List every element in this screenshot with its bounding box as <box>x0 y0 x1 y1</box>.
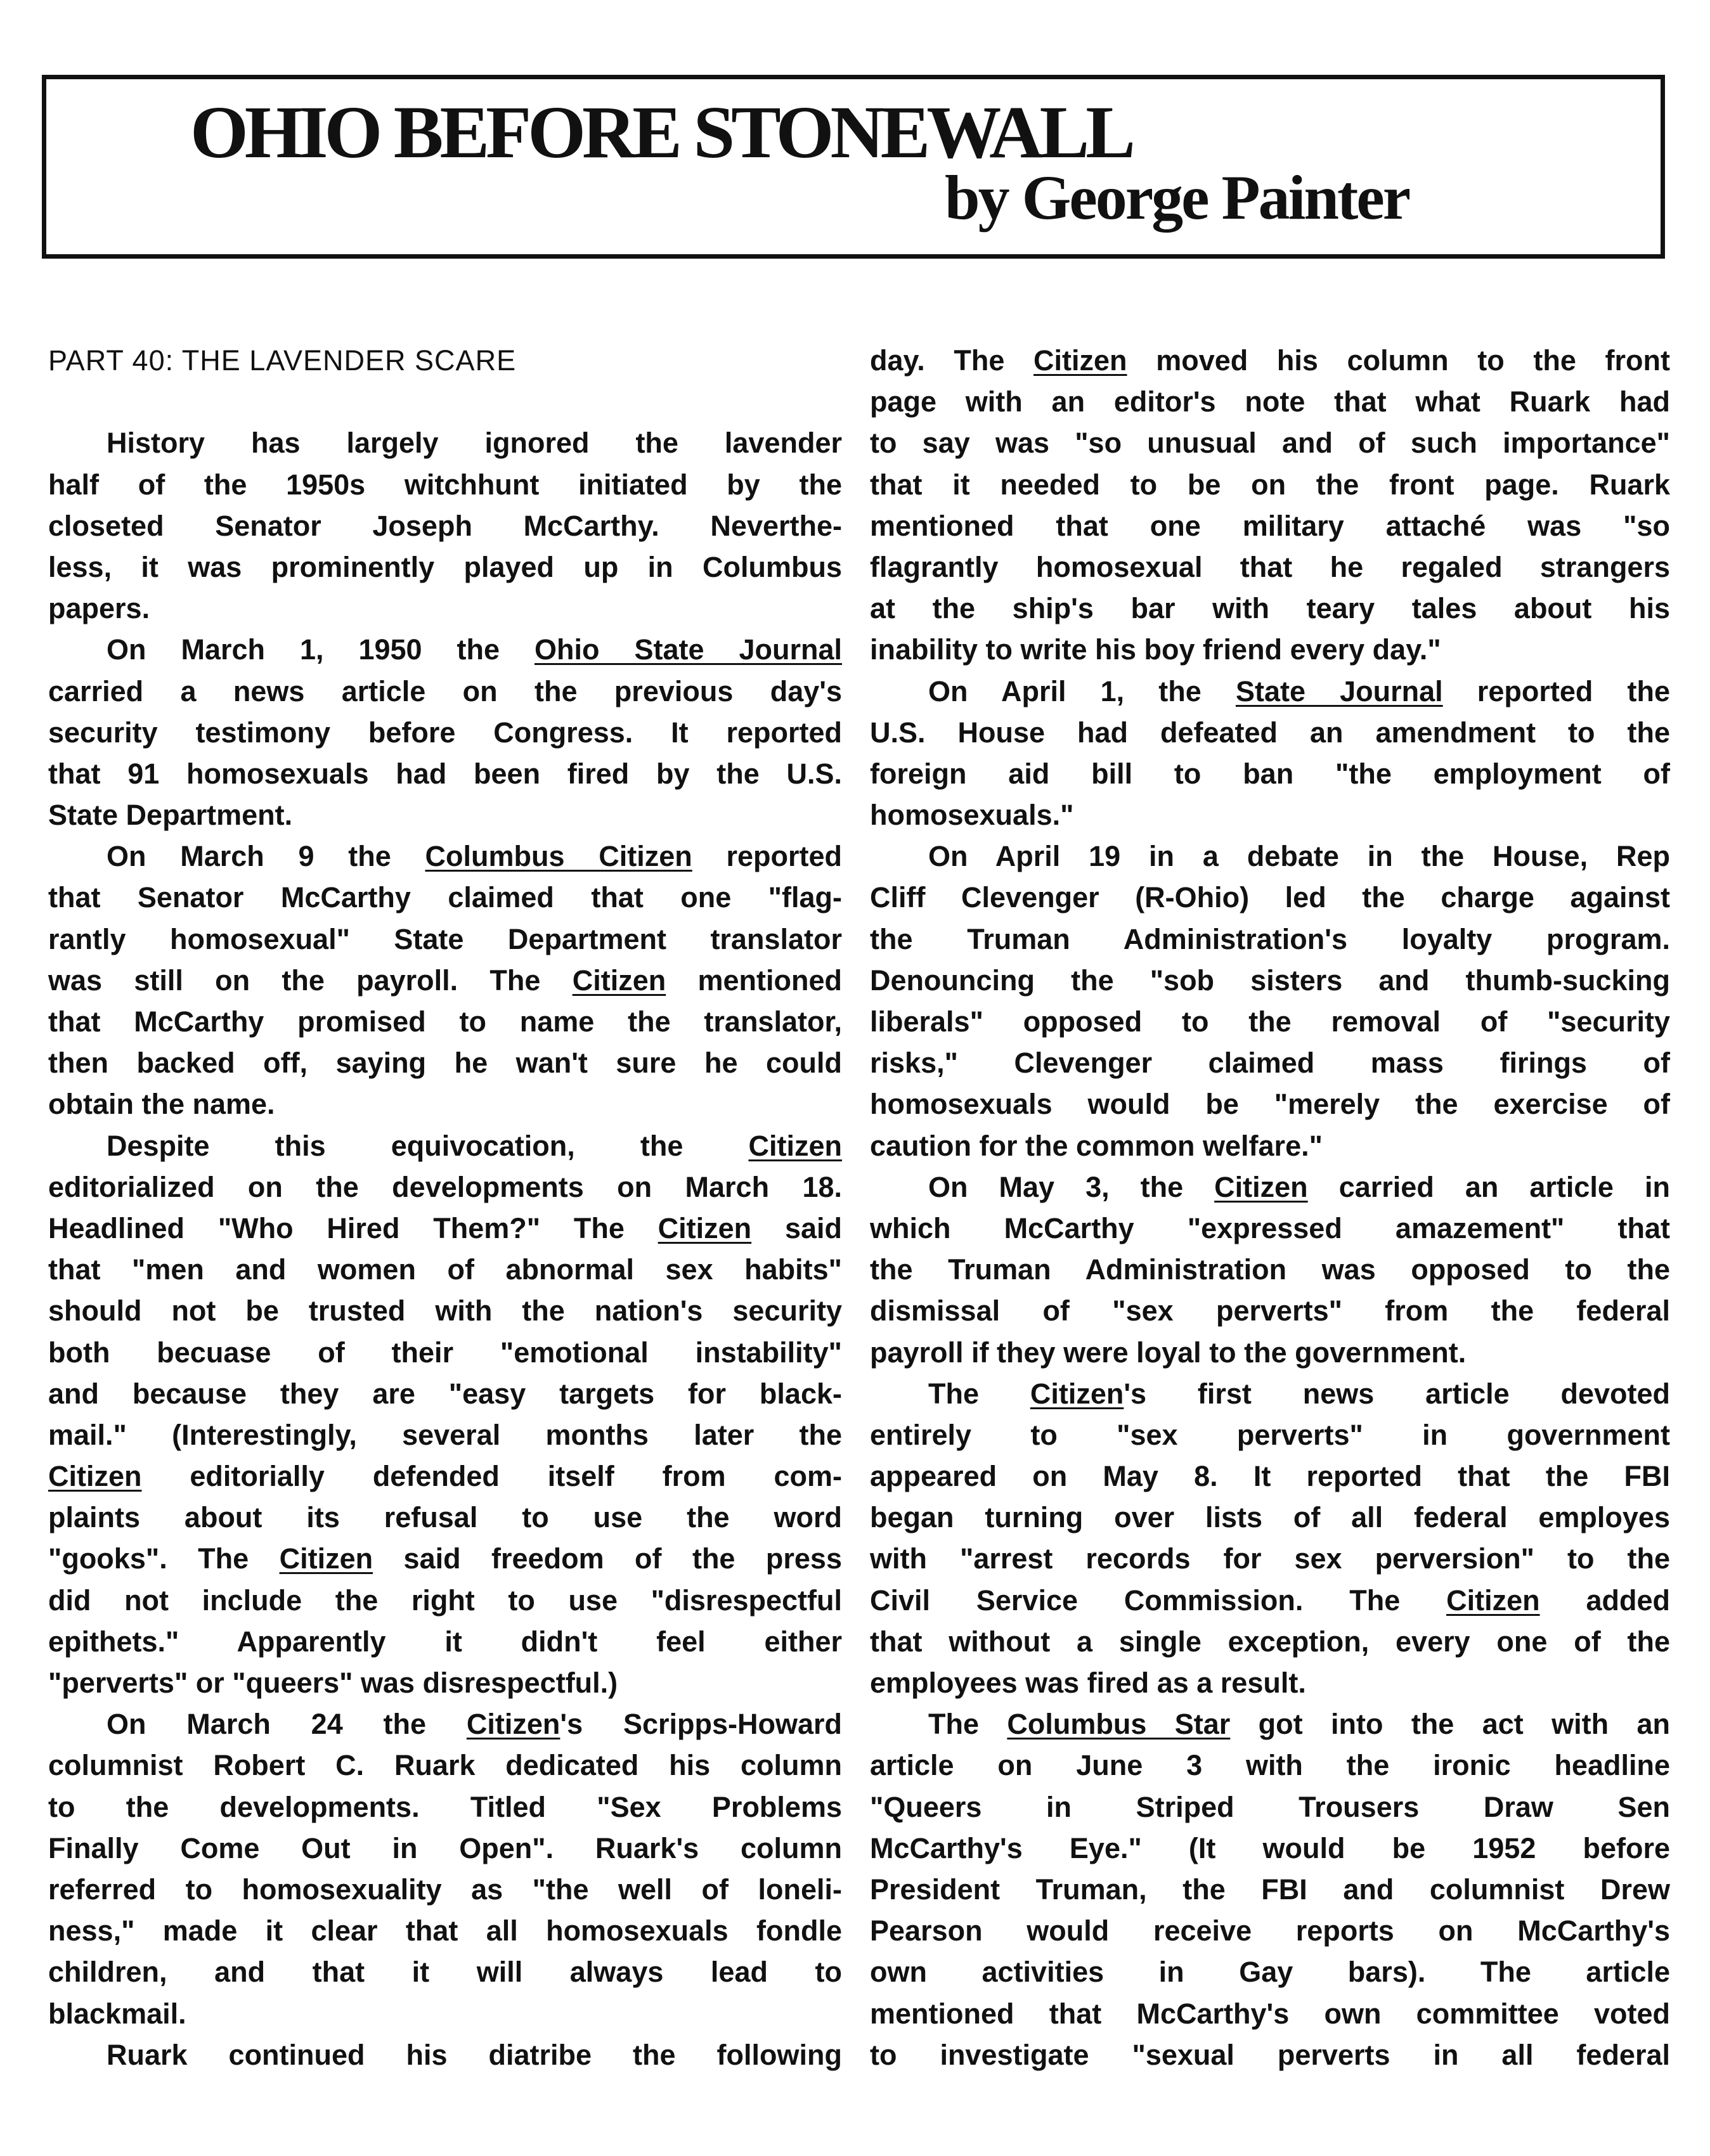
text-line <box>870 1993 1670 2034</box>
text-line <box>48 1621 842 1662</box>
part-heading: PART 40: THE LAVENDER SCARE <box>48 344 517 377</box>
text-line <box>870 546 1670 588</box>
text-segment: obtain the name. <box>48 1088 275 1121</box>
text-segment: that McCarthy promised to name the translator, <box>48 1005 842 1038</box>
byline: by George Painter <box>945 162 1409 233</box>
paragraph <box>870 340 1670 671</box>
paragraph <box>48 1125 842 1704</box>
text-line <box>870 1373 1670 1414</box>
paragraph <box>48 2034 842 2075</box>
text-line <box>870 464 1670 505</box>
column-title: OHIO BEFORE STONEWALL <box>190 91 1132 174</box>
text-segment: mentioned <box>666 964 842 997</box>
text-line <box>48 1414 842 1456</box>
text-line <box>48 1208 842 1249</box>
text-segment: mail." (Interestingly, several months later the <box>48 1418 842 1451</box>
text-segment: dismissal of "sex perverts" from the federal <box>870 1294 1670 1327</box>
text-line <box>870 1332 1670 1373</box>
paragraph <box>48 836 842 1125</box>
text-segment: day. The <box>870 344 1034 377</box>
text-line <box>48 464 842 505</box>
text-line <box>870 1456 1670 1497</box>
text-line <box>870 422 1670 463</box>
publication-name: Ohio State Journal <box>534 633 842 666</box>
text-line <box>870 919 1670 960</box>
text-segment: Cliff Clevenger (R-Ohio) led the charge against <box>870 881 1670 914</box>
publication-name: Columbus Star <box>1007 1708 1231 1741</box>
text-line <box>870 340 1670 381</box>
text-segment: the Truman Administration was opposed to the <box>870 1253 1670 1286</box>
text-segment: children, and that it will always lead to <box>48 1956 842 1989</box>
text-line <box>48 1951 842 1992</box>
text-line <box>870 794 1670 836</box>
text-segment: carried a news article on the previous day's <box>48 675 842 707</box>
text-segment: Headlined "Who Hired Them?" The <box>48 1211 658 1244</box>
text-segment: mentioned that McCarthy's own committee voted <box>870 1997 1670 2030</box>
text-segment: History has largely ignored the lavender <box>107 427 842 460</box>
text-segment: caution for the common welfare." <box>870 1129 1323 1162</box>
text-line <box>870 1703 1670 1745</box>
text-line <box>870 836 1670 877</box>
text-line <box>48 1332 842 1373</box>
text-line <box>870 1951 1670 1992</box>
publication-name: Citizen <box>1214 1170 1308 1203</box>
text-line <box>870 1208 1670 1249</box>
text-segment: rantly homosexual" State Department translator <box>48 922 842 955</box>
text-line <box>870 381 1670 422</box>
article-column-left <box>48 340 842 2075</box>
text-line <box>870 1580 1670 1621</box>
text-segment: On April 19 in a debate in the House, Rep <box>928 840 1670 873</box>
text-line <box>48 629 842 670</box>
text-segment: reported the <box>1442 675 1670 707</box>
text-line <box>870 1414 1670 1456</box>
text-segment: foreign aid bill to ban "the employment of <box>870 757 1670 790</box>
text-segment: On May 3, the <box>928 1170 1215 1203</box>
text-line <box>48 1662 842 1703</box>
text-line <box>870 1828 1670 1869</box>
publication-name: Citizen <box>1030 1377 1124 1410</box>
text-segment: mentioned that one military attaché was "so <box>870 509 1670 542</box>
text-line <box>48 1910 842 1951</box>
text-line <box>870 588 1670 629</box>
text-segment: plaints about its refusal to use the word <box>48 1501 842 1534</box>
text-segment: The <box>928 1377 1030 1410</box>
text-segment: that 91 homosexuals had been fired by the U.S. <box>48 757 842 790</box>
text-line <box>48 1497 842 1538</box>
text-segment: homosexuals would be "merely the exercise of <box>870 1088 1670 1121</box>
publication-name: Citizen <box>1446 1584 1540 1617</box>
text-segment: moved his column to the front <box>1127 344 1670 377</box>
text-line <box>48 753 842 794</box>
text-line <box>48 2034 842 2075</box>
text-line <box>48 1456 842 1497</box>
text-segment: ness," made it clear that all homosexuals fondle <box>48 1914 842 1947</box>
text-segment: less, it was prominently played up in Columbus <box>48 550 842 583</box>
text-segment: McCarthy's Eye." (It would be 1952 before <box>870 1831 1670 1864</box>
text-line <box>48 1042 842 1083</box>
text-line <box>48 1001 842 1042</box>
text-line <box>48 1125 842 1166</box>
text-segment: "Queers in Striped Trousers Draw Sen <box>870 1790 1670 1823</box>
text-line <box>870 1621 1670 1662</box>
text-segment: flagrantly homosexual that he regaled strangers <box>870 550 1670 583</box>
text-segment: closeted Senator Joseph McCarthy. Neverthe- <box>48 509 842 542</box>
text-segment: that "men and women of abnormal sex habits" <box>48 1253 842 1286</box>
text-line <box>48 1249 842 1290</box>
text-segment: to the developments. Titled "Sex Problems <box>48 1790 842 1823</box>
text-line <box>870 1745 1670 1786</box>
text-line <box>870 1249 1670 1290</box>
text-segment: 's first news article devoted <box>1124 1377 1670 1410</box>
text-segment: Civil Service Commission. The <box>870 1584 1447 1617</box>
text-segment: added <box>1539 1584 1670 1617</box>
text-segment: should not be trusted with the nation's security <box>48 1294 842 1327</box>
text-segment: that Senator McCarthy claimed that one "flag- <box>48 881 842 914</box>
text-segment: U.S. House had defeated an amendment to the <box>870 716 1670 749</box>
text-line <box>870 1001 1670 1042</box>
text-line <box>48 1703 842 1745</box>
text-line <box>870 1662 1670 1703</box>
text-segment: State Department. <box>48 799 293 832</box>
paragraph <box>870 1373 1670 1704</box>
text-line <box>870 2034 1670 2075</box>
text-segment: reported <box>692 840 842 873</box>
publication-name: Citizen <box>657 1211 752 1244</box>
text-line <box>48 671 842 712</box>
text-segment: On April 1, the <box>928 675 1236 707</box>
text-segment: On March 24 the <box>107 1708 467 1741</box>
text-segment: with "arrest records for sex perversion" to the <box>870 1542 1670 1575</box>
text-line <box>870 1497 1670 1538</box>
text-line <box>870 1042 1670 1083</box>
text-segment: to investigate "sexual perverts in all federal <box>870 2038 1670 2071</box>
text-segment: was still on the payroll. The <box>48 964 573 997</box>
text-segment: then backed off, saying he wan't sure he could <box>48 1047 842 1080</box>
text-line <box>870 1538 1670 1579</box>
text-line <box>48 1538 842 1579</box>
text-line <box>48 1828 842 1869</box>
publication-name: Citizen <box>748 1129 842 1162</box>
text-line <box>870 1290 1670 1331</box>
text-segment: employees was fired as a result. <box>870 1667 1306 1699</box>
publication-name: Citizen <box>48 1460 142 1493</box>
text-segment: that without a single exception, every one of the <box>870 1625 1670 1658</box>
text-line <box>48 1745 842 1786</box>
text-line <box>48 919 842 960</box>
text-segment: half of the 1950s witchhunt initiated by the <box>48 468 842 501</box>
text-segment: the Truman Administration's loyalty program. <box>870 922 1670 955</box>
text-segment: homosexuals." <box>870 799 1074 832</box>
paragraph <box>48 1703 842 2034</box>
publication-name: State Journal <box>1235 675 1443 707</box>
text-segment: own activities in Gay bars). The article <box>870 1956 1670 1989</box>
text-segment: On March 9 the <box>107 840 425 873</box>
text-segment: blackmail. <box>48 1997 186 2030</box>
paragraph <box>870 836 1670 1166</box>
text-segment: epithets." Apparently it didn't feel either <box>48 1625 842 1658</box>
text-line <box>48 422 842 463</box>
text-segment: Denouncing the "sob sisters and thumb-sucking <box>870 964 1670 997</box>
text-line <box>48 1083 842 1125</box>
text-segment: said <box>751 1211 843 1244</box>
text-segment: said freedom of the press <box>373 1542 842 1575</box>
text-line <box>48 1869 842 1910</box>
text-segment: papers. <box>48 592 150 625</box>
text-line <box>870 960 1670 1001</box>
text-segment: Despite this equivocation, the <box>107 1129 749 1162</box>
text-line <box>870 1125 1670 1166</box>
publication-name: Citizen <box>466 1708 560 1741</box>
text-segment: 's Scripps-Howard <box>560 1708 842 1741</box>
text-line <box>48 1290 842 1331</box>
text-line <box>48 505 842 546</box>
text-segment: Finally Come Out in Open". Ruark's column <box>48 1831 842 1864</box>
text-segment: editorialized on the developments on March 18. <box>48 1170 842 1203</box>
text-line <box>48 794 842 836</box>
paragraph <box>870 1703 1670 2075</box>
paragraph <box>870 1166 1670 1373</box>
text-segment: and because they are "easy targets for black- <box>48 1377 842 1410</box>
text-segment: risks," Clevenger claimed mass firings of <box>870 1047 1670 1080</box>
text-line <box>870 753 1670 794</box>
text-line <box>870 1869 1670 1910</box>
text-segment: editorially defended itself from com- <box>141 1460 842 1493</box>
text-line <box>48 836 842 877</box>
text-line <box>48 588 842 629</box>
text-line <box>48 1166 842 1208</box>
text-line <box>48 1373 842 1414</box>
text-segment: On March 1, 1950 the <box>107 633 534 666</box>
text-segment: did not include the right to use "disrespectful <box>48 1584 842 1617</box>
paragraph <box>870 671 1670 836</box>
article-column-right <box>870 340 1670 2075</box>
text-line <box>870 1910 1670 1951</box>
text-segment: referred to homosexuality as "the well of loneli- <box>48 1873 842 1906</box>
text-line <box>870 629 1670 670</box>
publication-name: Columbus Citizen <box>425 840 692 873</box>
text-segment: Ruark continued his diatribe the following <box>107 2038 842 2071</box>
text-line <box>870 712 1670 753</box>
text-segment: carried an article in <box>1307 1170 1670 1203</box>
text-line <box>870 1786 1670 1828</box>
text-segment: payroll if they were loyal to the government. <box>870 1336 1467 1369</box>
spacer <box>48 381 842 422</box>
text-line <box>48 712 842 753</box>
text-segment: inability to write his boy friend every day." <box>870 633 1441 666</box>
text-segment: President Truman, the FBI and columnist Drew <box>870 1873 1670 1906</box>
text-line <box>48 1786 842 1828</box>
publication-name: Citizen <box>1033 344 1127 377</box>
text-line <box>48 1993 842 2034</box>
text-segment: "perverts" or "queers" was disrespectful.) <box>48 1667 618 1699</box>
text-segment: to say was "so unusual and of such importance" <box>870 427 1670 460</box>
text-line <box>48 877 842 918</box>
text-segment: entirely to "sex perverts" in government <box>870 1418 1670 1451</box>
paragraph <box>48 422 842 629</box>
text-segment: security testimony before Congress. It reported <box>48 716 842 749</box>
text-segment: The <box>928 1708 1007 1741</box>
text-segment: got into the act with an <box>1230 1708 1670 1741</box>
text-segment: appeared on May 8. It reported that the FBI <box>870 1460 1670 1493</box>
publication-name: Citizen <box>572 964 666 997</box>
text-segment: began turning over lists of all federal employes <box>870 1501 1670 1534</box>
text-segment: article on June 3 with the ironic headline <box>870 1749 1670 1782</box>
text-line <box>48 1580 842 1621</box>
text-line <box>870 877 1670 918</box>
text-segment: columnist Robert C. Ruark dedicated his column <box>48 1749 842 1782</box>
text-line <box>870 1083 1670 1125</box>
text-segment: that it needed to be on the front page. Ruark <box>870 468 1670 501</box>
paragraph <box>48 629 842 836</box>
text-line <box>48 546 842 588</box>
text-line <box>870 1166 1670 1208</box>
text-segment: which McCarthy "expressed amazement" that <box>870 1211 1670 1244</box>
text-line <box>48 960 842 1001</box>
publication-name: Citizen <box>279 1542 373 1575</box>
text-segment: Pearson would receive reports on McCarthy's <box>870 1914 1670 1947</box>
text-segment: both becuase of their "emotional instability" <box>48 1336 842 1369</box>
text-segment: liberals" opposed to the removal of "security <box>870 1005 1670 1038</box>
text-segment: "gooks". The <box>48 1542 280 1575</box>
text-segment: page with an editor's note that what Ruark had <box>870 385 1670 418</box>
text-line <box>870 671 1670 712</box>
text-line <box>870 505 1670 546</box>
text-segment: at the ship's bar with teary tales about his <box>870 592 1670 625</box>
